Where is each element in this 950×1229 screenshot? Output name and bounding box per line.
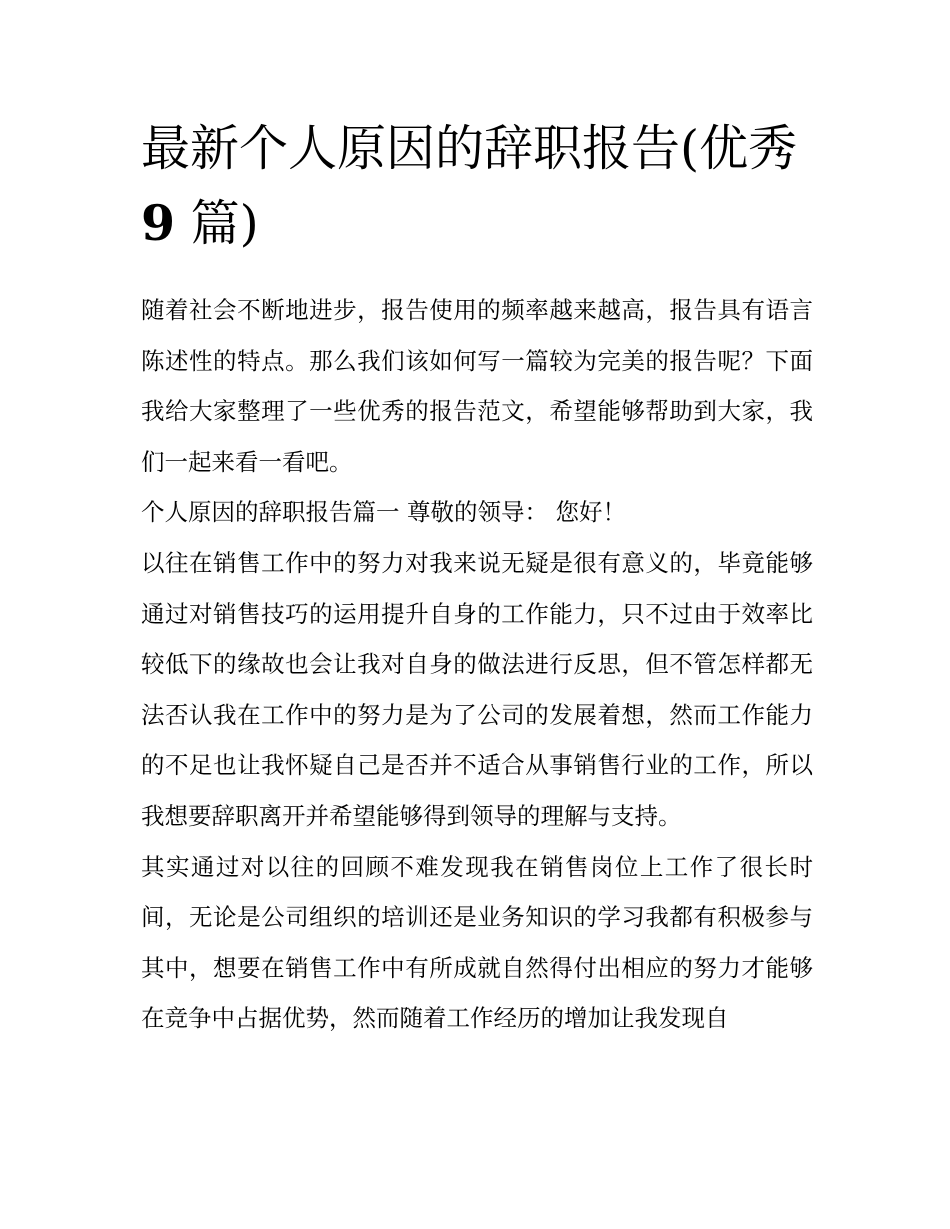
paragraph-body-1: 以往在销售工作中的努力对我来说无疑是很有意义的，毕竟能够通过对销售技巧的运用提升自身的工作能力，只不过由于效率比较低下的缘故也会让我对自身的做法进行反思，但不管怎样都无法否认我在工作中的努力是为了公司的发展着想，然而工作能力的不足也让我怀疑自己是否并不适合从事销售行业的工作，所以我想要辞职离开并希望能够得到领导的理解与支持。	[141, 548, 813, 830]
paragraph-greeting: 个人原因的辞职报告篇一 尊敬的领导： 您好！	[141, 498, 626, 527]
document-title	[141, 112, 813, 261]
paragraph-intro: 随着社会不断地进步，报告使用的频率越来越高，报告具有语言陈述性的特点。那么我们该如何写一篇较为完美的报告呢？下面我给大家整理了一些优秀的报告范文，希望能够帮助到大家，我们一起来看一看吧。	[141, 296, 813, 476]
title-number: 9	[141, 194, 176, 252]
document-body	[141, 285, 813, 1044]
document-content	[141, 112, 813, 1044]
paragraph-body-2: 其实通过对以往的回顾不难发现我在销售岗位上工作了很长时间，无论是公司组织的培训还是业务知识的学习我都有积极参与其中，想要在销售工作中有所成就自然得付出相应的努力才能够在竞争中占据优势，然而随着工作经历的增加让我发现自	[141, 852, 813, 1033]
title-line-2: 篇)	[175, 195, 259, 252]
title-line-1: 最新个人原因的辞职报告(优秀	[141, 120, 798, 177]
